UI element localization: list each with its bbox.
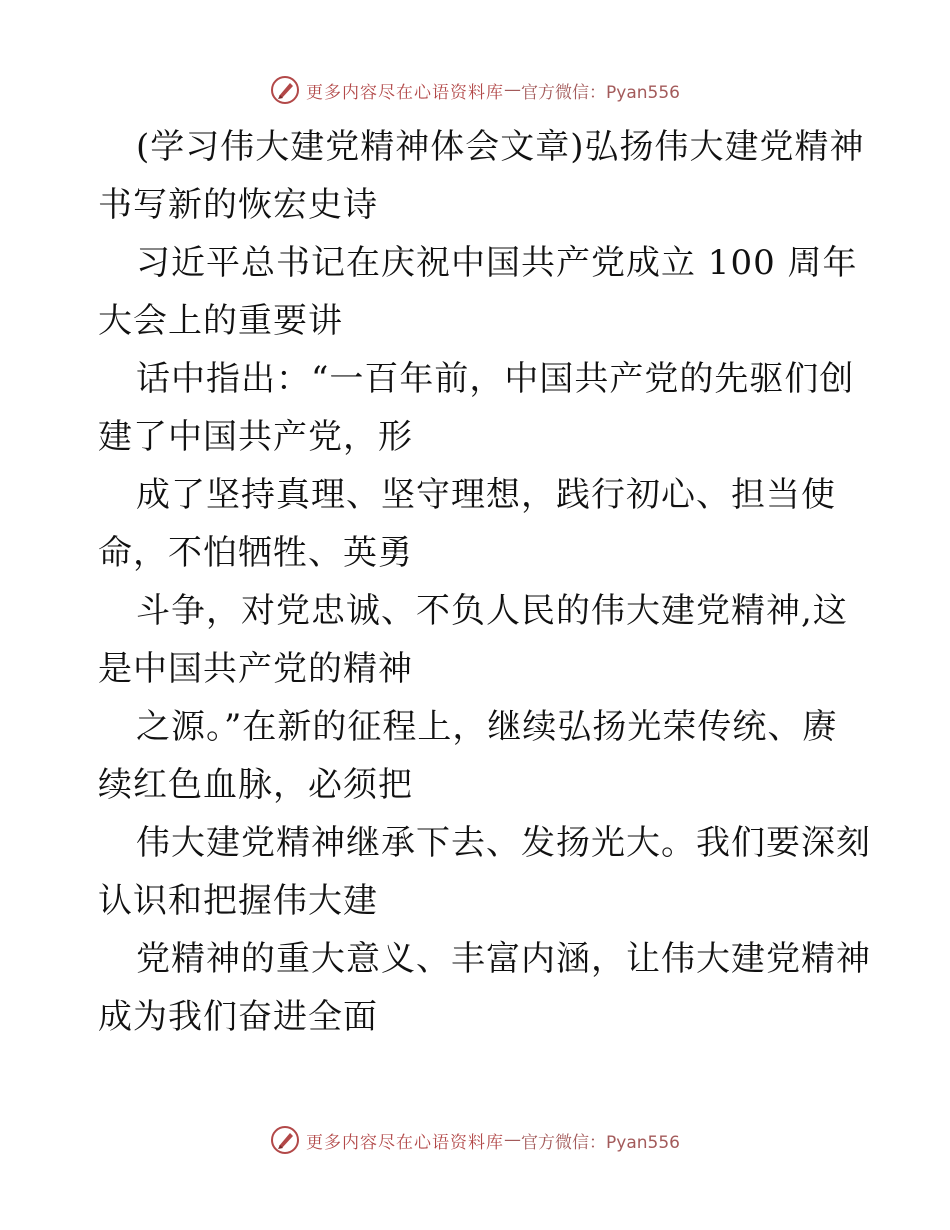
text-line: 建了中国共产党，形 [98,417,413,457]
text-line: 之源。”在新的征程上，继续弘扬光荣传统、赓 [136,707,838,747]
text-line: 命，不怕牺牲、英勇 [98,533,413,573]
text-line: 成为我们奋进全面 [98,997,378,1037]
header-banner [0,70,950,110]
text-line: 话中指出：“一百年前，中国共产党的先驱们创 [136,359,855,399]
text-line: 党精神的重大意义、丰富内涵，让伟大建党精神 [136,939,871,979]
text-line: 成了坚持真理、坚守理想，践行初心、担当使 [136,475,836,515]
document-body [98,118,871,1046]
header-wechat-text: 官方微信：Pyan556 [521,82,680,103]
text-line: 认识和把握伟大建 [98,881,378,921]
text-line: 续红色血脉，必须把 [98,765,413,805]
header-brand-text: 更多内容尽在心语资料库 [306,82,505,103]
footer-brand-text: 更多内容尽在心语资料库 [306,1132,505,1153]
quill-pen-logo-icon [270,1125,300,1155]
footer-banner [0,1120,950,1160]
text-line: 斗争，对党忠诚、不负人民的伟大建党精神,这 [136,591,848,631]
footer-wechat-text: 官方微信：Pyan556 [521,1132,680,1153]
quill-pen-logo-icon [270,75,300,105]
text-line: 伟大建党精神继承下去、发扬光大。我们要深刻 [136,823,871,863]
footer-separator: — [504,1130,522,1150]
text-line: 是中国共产党的精神 [98,649,413,689]
header-separator: — [504,80,522,100]
text-line: 书写新的恢宏史诗 [98,185,378,225]
text-line: 习近平总书记在庆祝中国共产党成立 100 周年 [136,243,858,283]
text-line: 大会上的重要讲 [98,301,343,341]
text-line: (学习伟大建党精神体会文章)弘扬伟大建党精神 [136,127,865,167]
